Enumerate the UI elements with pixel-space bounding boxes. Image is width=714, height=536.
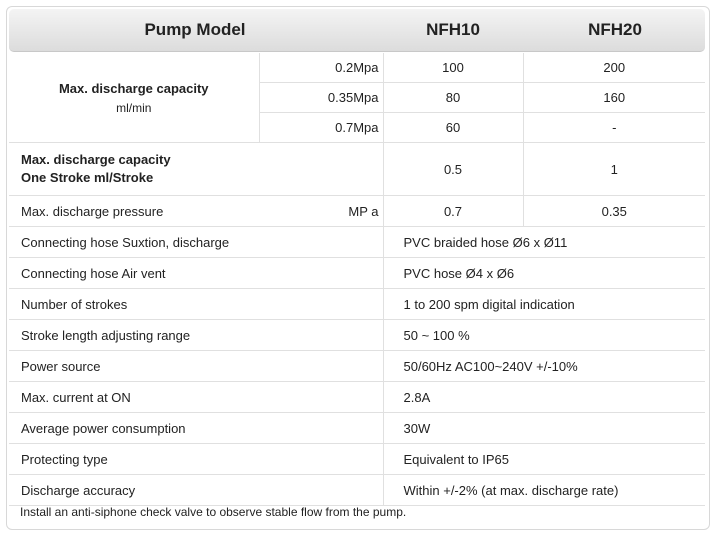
table-row [9,196,705,227]
pressure-row-label: Max. discharge pressure [9,196,259,227]
footnote: Install an anti-siphone check valve to observe stable flow from the pump. [20,505,407,519]
table-row [9,227,705,258]
pressure-row-nfh10: 0.7 [383,196,523,227]
spec-value-4: 50/60Hz AC100~240V +/-10% [383,351,705,382]
stroke-capacity-label-cell [9,143,383,196]
spec-table [9,53,705,506]
table-row [9,289,705,320]
spec-value-7: Equivalent to IP65 [383,444,705,475]
pressure-row-unit: MP a [259,196,383,227]
spec-value-6: 30W [383,413,705,444]
pressure-2: 0.7Mpa [259,113,383,143]
capacity-label-cell [9,53,259,143]
pressure-row-nfh20: 0.35 [523,196,705,227]
nfh20-value-2: - [523,113,705,143]
spec-value-1: PVC hose Ø4 x Ø6 [383,258,705,289]
capacity-label: Max. discharge capacity [58,80,209,96]
header-nfh10: NFH10 [426,20,480,39]
spec-label-1: Connecting hose Air vent [9,258,383,289]
spec-label-5: Max. current at ON [9,382,383,413]
table-row [9,475,705,506]
spec-table-frame [6,6,710,530]
nfh20-value-1: 160 [523,83,705,113]
spec-label-3: Stroke length adjusting range [9,320,383,351]
spec-label-7: Protecting type [9,444,383,475]
nfh10-value-2: 60 [383,113,523,143]
table-row [9,382,705,413]
capacity-unit: ml/min [116,100,152,115]
table-row [9,444,705,475]
stroke-nfh10: 0.5 [383,143,523,196]
table-row [9,143,705,196]
nfh20-value-0: 200 [523,53,705,83]
header-pump-model: Pump Model [144,20,246,39]
spec-label-0: Connecting hose Suxtion, discharge [9,227,383,258]
spec-label-4: Power source [9,351,383,382]
stroke-capacity-label-1: Max. discharge capacity [21,152,171,167]
spec-value-5: 2.8A [383,382,705,413]
table-row [9,320,705,351]
nfh10-value-0: 100 [383,53,523,83]
pressure-1: 0.35Mpa [259,83,383,113]
spec-value-0: PVC braided hose Ø6 x Ø11 [383,227,705,258]
table-row [9,53,705,83]
spec-label-2: Number of strokes [9,289,383,320]
spec-label-6: Average power consumption [9,413,383,444]
table-header [9,9,705,52]
pressure-0: 0.2Mpa [259,53,383,83]
table-row [9,258,705,289]
nfh10-value-1: 80 [383,83,523,113]
spec-value-3: 50 ~ 100 % [383,320,705,351]
stroke-capacity-label-2: One Stroke ml/Stroke [21,170,154,185]
header-nfh20: NFH20 [588,20,642,39]
spec-value-2: 1 to 200 spm digital indication [383,289,705,320]
spec-label-8: Discharge accuracy [9,475,383,506]
spec-value-8: Within +/-2% (at max. discharge rate) [383,475,705,506]
stroke-nfh20: 1 [523,143,705,196]
table-row [9,413,705,444]
table-row [9,351,705,382]
